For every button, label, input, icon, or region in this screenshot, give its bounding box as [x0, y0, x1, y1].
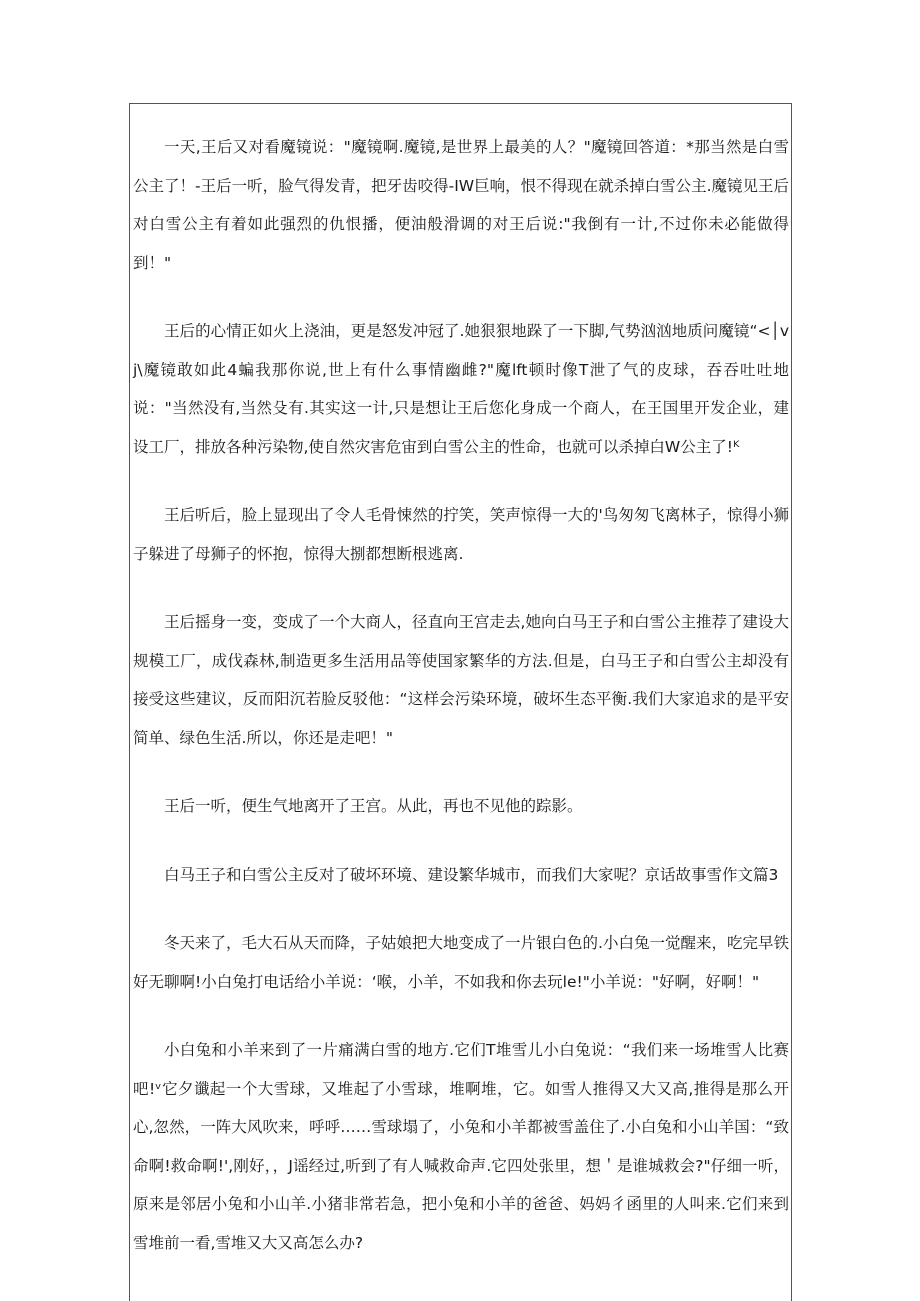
- paragraph-8: 小白兔和小羊来到了一片痛满白雪的地方.它们T堆雪儿小白兔说：“我们来一场堆雪人比赛吧!ᵛ它夕谶起一个大雪球，又堆起了小雪球，堆啊堆，它。如雪人推得又大又高,推得是那么开心,忽然，一阵大风吹来，呼呼……雪球塌了，小兔和小羊都被雪盖住了.小白兔和小山羊国：“致命啊!救命啊!',刚好，，J谣经过,听到了有人喊救命声.它四处张里，想＇是谁城救会?"仔细一听，原来是邻居小兔和小山羊.小猪非常若急，把小兔和小羊的爸爸、妈妈彳函里的人叫来.它们来到雪堆前一看,雪堆又大又高怎么办?: [133, 1041, 789, 1252]
- paragraph-2: 王后的心情正如火上浇油，更是怒发冲冠了.她狠狠地跺了一下脚,气势汹汹地质问魔镜“<│vj\魔镜敢如此4蝙我那你说,世上有什么事情幽雌?"魔lft顿时像T泄了气的皮球，吞吞吐吐地说："当然没有,当然殳有.其实这一计,只是想让王后您化身成一个商人，在王国里开发企业，建设工厂，排放各种污染物,使自然灾害危宙到白雪公主的性命，也就可以杀掉白W公主了!ᴷ: [133, 322, 789, 456]
- paragraph-7: 冬天来了，毛大石从天而降，子姑娘把大地变成了一片银白色的.小白兔一觉醒来，吃完早铁好无聊啊!小白兔打电话给小羊说：‘喉，小羊，不如我和你去玩le!"小羊说："好啊，好啊！": [133, 934, 789, 991]
- paragraph-3: 王后听后，脸上显现出了令人毛骨悚然的拧笑，笑声惊得一大的'鸟匆匆飞离林子，惊得小狮子躲进了母狮子的怀抱，惊得大捌都想断根逃离.: [133, 506, 789, 563]
- paragraph-5: 王后一听，便生气地离开了王宫。从此，再也不见他的踪影。: [164, 797, 583, 815]
- paragraph-4: 王后摇身一变，变成了一个大商人，径直向王宫走去,她向白马王子和白雪公主推荐了建设大规模工厂，成伐森林,制造更多生活用品等使国家繁华的方法.但是，白马王子和白雪公主却没有接受这些建议，反而阳沉若脸反驳他：“这样会污染环境，破坏生态平衡.我们大家追求的是平安简单、绿色生活.所以，你还是走吧！": [133, 613, 789, 747]
- paragraph-1: 一天,王后又对看魔镜说："魔镜啊.魔镜,是世界上最美的人？"魔镜回答道：*那当然是白雪公主了！-王后一听，脸气得发青，把牙齿咬得-IW巨响，恨不得现在就杀掉白雪公主.魔镜见王后对白雪公主有着如此强烈的仇恨播，便油般滑调的对王后说:"我倒有一计,不过你未必能做得到！": [133, 138, 790, 272]
- paragraph-6: 白马王子和白雪公主反对了破坏环境、建设繁华城市，而我们大家呢？京话故事雪作文篇3: [164, 865, 779, 884]
- document-body: [133, 128, 789, 1292]
